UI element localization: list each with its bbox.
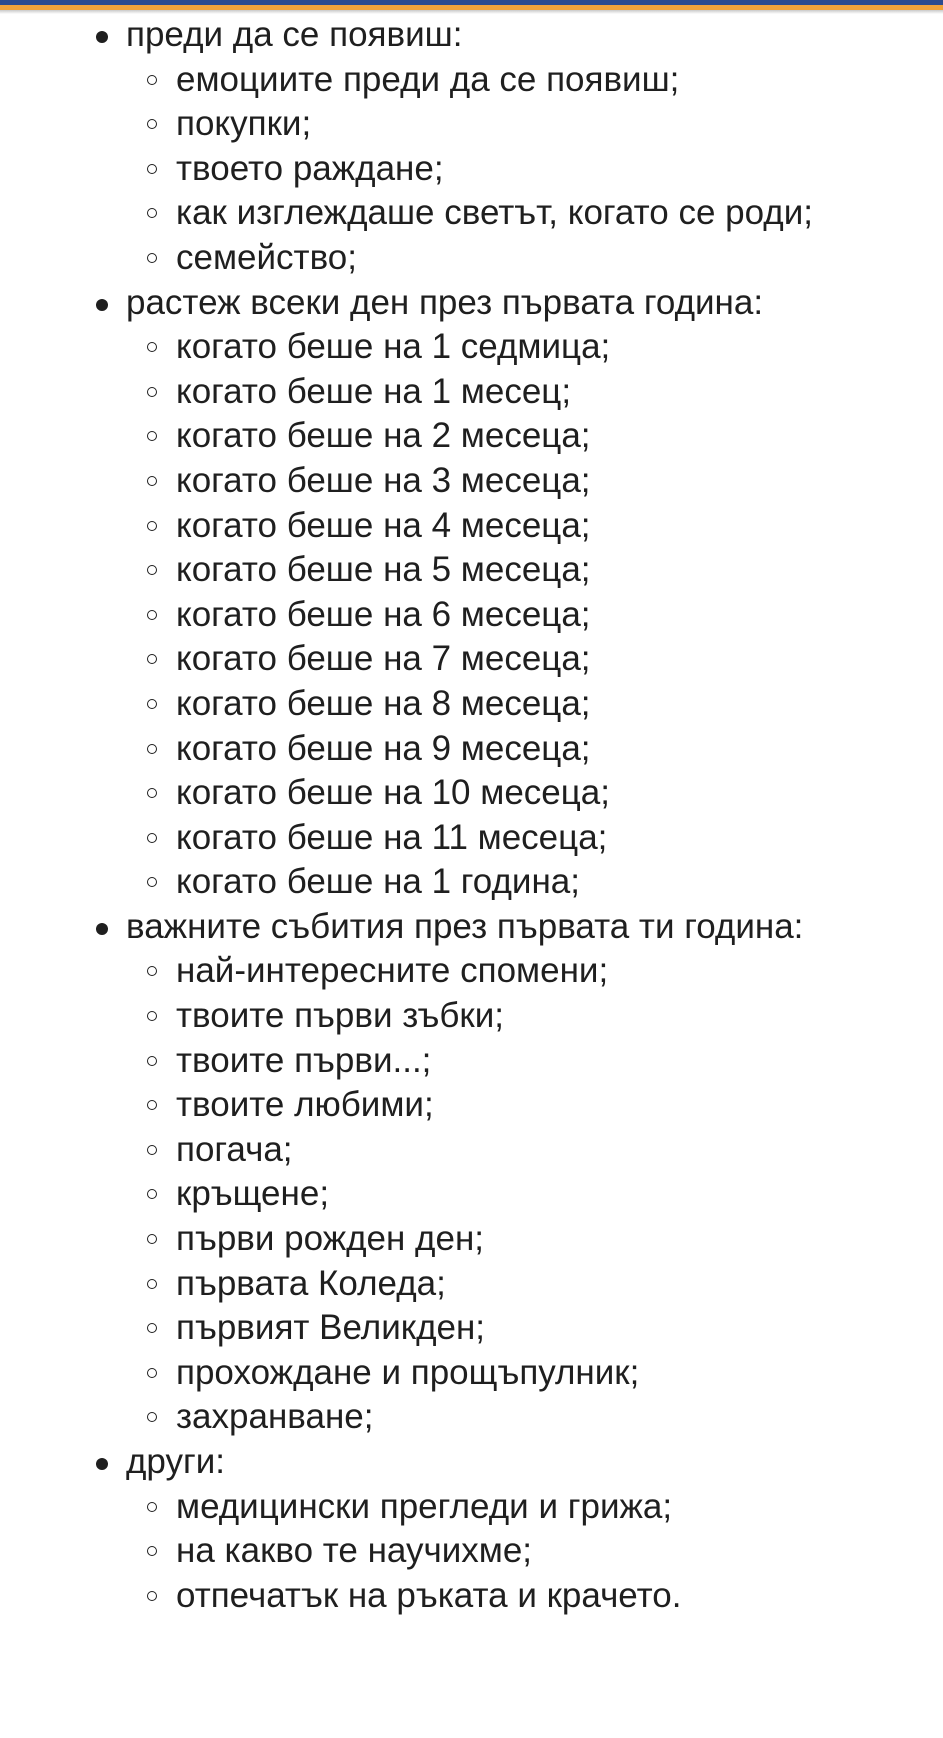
bullet-circle-icon [147,1323,157,1333]
list-item-text: когато беше на 1 година; [176,862,580,902]
list-item [176,504,886,549]
list-item-text: захранване; [176,1397,374,1437]
bullet-circle-icon [147,476,157,486]
bullet-disc-icon [96,299,108,311]
list-item [176,727,886,772]
list-item [176,459,886,504]
bullet-circle-icon [147,1546,157,1556]
list-item [176,771,886,816]
list-item [176,1128,886,1173]
list-item-text: твоите първи зъбки; [176,996,505,1036]
bullet-circle-icon [147,75,157,85]
bullet-circle-icon [147,253,157,263]
section-important-events [126,905,886,1440]
sub-list [126,949,886,1440]
top-accent-bar [0,0,943,14]
section-before-birth [126,13,886,281]
list-item-text: кръщене; [176,1174,330,1214]
list-item [176,548,886,593]
section-first-year-growth [126,281,886,905]
list-item-text: когато беше на 4 месеца; [176,505,591,545]
list-item [176,1083,886,1128]
list-item-text: семейство; [176,237,357,277]
bullet-circle-icon [147,654,157,664]
bullet-circle-icon [147,744,157,754]
list-item-text: твоите първи...; [176,1040,432,1080]
list-item-text: на какво те научихме; [176,1531,533,1571]
bullet-circle-icon [147,164,157,174]
bullet-circle-icon [147,521,157,531]
list-item [176,1039,886,1084]
document-content [0,13,943,1618]
list-item-text: когато беше на 1 седмица; [176,327,611,367]
list-item-text: първият Великден; [176,1308,486,1348]
list-item-text: твоето раждане; [176,148,444,188]
list-item [176,236,886,281]
bullet-circle-icon [147,1100,157,1110]
section-label: важните събития през първата ти година: [126,906,804,946]
bullet-circle-icon [147,699,157,709]
list-item-text: когато беше на 9 месеца; [176,728,591,768]
section-label: други: [126,1442,226,1481]
section-label: растеж всеки ден през първата година: [126,282,764,322]
list-item-text: когато беше на 5 месеца; [176,550,591,590]
section-other [126,1440,886,1618]
bullet-circle-icon [147,431,157,441]
bullet-circle-icon [147,1145,157,1155]
list-item [176,637,886,682]
bullet-circle-icon [147,119,157,129]
list-item-text: когато беше на 8 месеца; [176,683,591,723]
bullet-circle-icon [147,208,157,218]
list-item-text: емоциите преди да се появиш; [176,59,680,99]
list-item [176,949,886,994]
list-item-text: когато беше на 1 месец; [176,371,572,411]
list-item-text: когато беше на 2 месеца; [176,416,591,456]
list-item [176,58,886,103]
bullet-circle-icon [147,610,157,620]
list-item [176,1529,886,1574]
sub-list [126,58,886,281]
bullet-circle-icon [147,1056,157,1066]
bullet-disc-icon [96,31,108,43]
bullet-disc-icon [96,1458,108,1470]
list-item [176,1217,886,1262]
list-item [176,593,886,638]
list-item-text: твоите любими; [176,1085,434,1125]
bullet-circle-icon [147,966,157,976]
list-item [176,325,886,370]
list-item-text: прохождане и прощъпулник; [176,1352,640,1392]
list-item [176,1485,886,1530]
list-item-text: най-интересните спомени; [176,951,609,991]
list-item [176,191,886,236]
bullet-circle-icon [147,1279,157,1289]
list-item-text: първата Коледа; [176,1263,446,1303]
bullet-circle-icon [147,877,157,887]
bullet-circle-icon [147,342,157,352]
list-item-text: покупки; [176,104,312,144]
bullet-circle-icon [147,1412,157,1422]
bullet-circle-icon [147,565,157,575]
list-item [176,147,886,192]
list-item [176,1262,886,1307]
list-item-text: медицински прегледи и грижа; [176,1486,673,1526]
list-item [176,1351,886,1396]
section-label: преди да се появиш: [126,15,463,54]
list-item [176,682,886,727]
bullet-circle-icon [147,387,157,397]
list-item-text: когато беше на 3 месеца; [176,460,591,500]
list-item [176,860,886,905]
list-item-text: когато беше на 6 месеца; [176,594,591,634]
list-item [176,1574,886,1619]
list-item [176,1306,886,1351]
bullet-circle-icon [147,833,157,843]
bullet-circle-icon [147,1234,157,1244]
list-item [176,1172,886,1217]
bullet-circle-icon [147,788,157,798]
bullet-disc-icon [96,923,108,935]
bullet-circle-icon [147,1011,157,1021]
sub-list [126,1485,886,1619]
list-item [176,1395,886,1440]
outline-list [0,13,886,1618]
list-item-text: погача; [176,1129,293,1169]
list-item-text: първи рожден ден; [176,1219,484,1259]
list-item [176,816,886,861]
list-item-text: как изглеждаше светът, когато се роди; [176,193,813,233]
list-item [176,994,886,1039]
list-item-text: когато беше на 7 месеца; [176,639,591,679]
list-item [176,414,886,459]
bullet-circle-icon [147,1189,157,1199]
bullet-circle-icon [147,1502,157,1512]
list-item [176,102,886,147]
bullet-circle-icon [147,1368,157,1378]
sub-list [126,325,886,905]
bullet-circle-icon [147,1591,157,1601]
list-item-text: когато беше на 11 месеца; [176,817,608,857]
list-item-text: отпечатък на ръката и крачето. [176,1575,682,1615]
list-item-text: когато беше на 10 месеца; [176,773,610,813]
list-item [176,370,886,415]
